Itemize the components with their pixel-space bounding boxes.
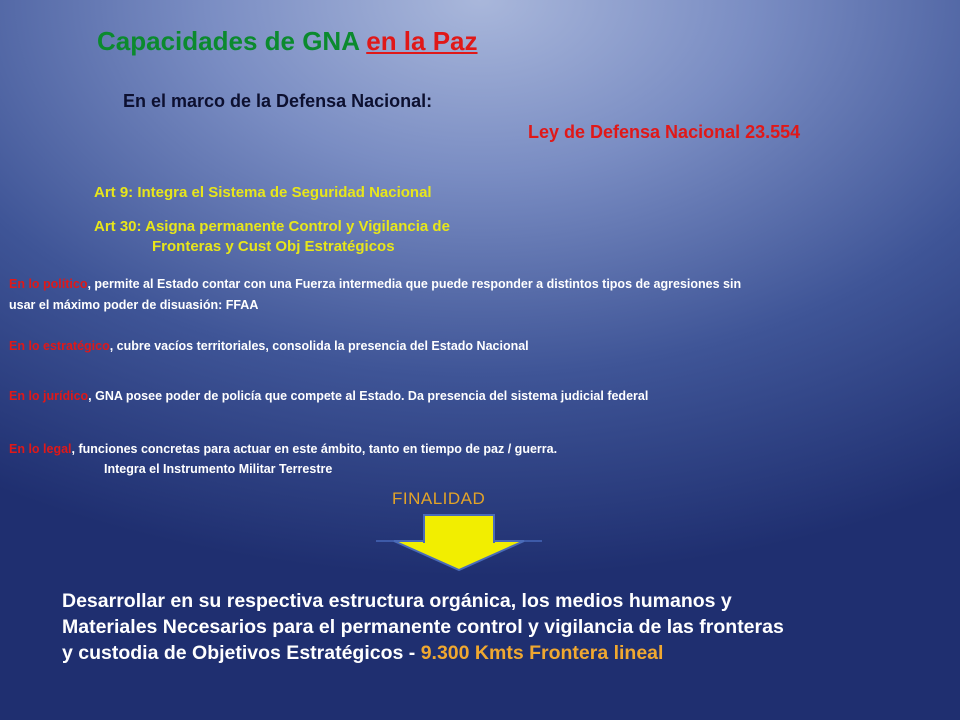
juridico-tag: En lo jurídico (9, 389, 89, 403)
law-reference: Ley de Defensa Nacional 23.554 (528, 122, 801, 142)
paragraph-legal-line1 (9, 442, 557, 456)
conclusion-line2: Materiales Necesarios para el permanente control y vigilancia de las fronteras (62, 616, 784, 638)
subtitle: En el marco de la Defensa Nacional: (123, 91, 433, 111)
article-9: Art 9: Integra el Sistema de Seguridad Nacional (94, 184, 432, 201)
frontier-length: 9.300 Kmts Frontera lineal (420, 642, 664, 664)
estrategico-tag: En lo estratégico (9, 339, 110, 353)
page-title (97, 26, 478, 57)
conclusion-line3 (62, 640, 952, 666)
politico-tag: En lo político (9, 277, 88, 291)
paragraph-estrategico (9, 339, 529, 353)
conclusion-line1: Desarrollar en su respectiva estructura orgánica, los medios humanos y (62, 590, 732, 612)
conclusion-line3-text: y custodia de Objetivos Estratégicos - (62, 642, 421, 664)
article-30-line2: Fronteras y Cust Obj Estratégicos (152, 238, 395, 255)
title-main: Capacidades de GNA (97, 26, 367, 56)
article-30-line1: Art 30: Asigna permanente Control y Vigilancia de (94, 218, 450, 235)
paragraph-legal-line2: Integra el Instrumento Militar Terrestre (104, 462, 333, 476)
politico-text: , permite al Estado contar con una Fuerza intermedia que puede responder a distintos tipos de agresiones sin (87, 277, 742, 291)
legal-text: , funciones concretas para actuar en este ámbito, tanto en tiempo de paz / guerra. (71, 442, 558, 456)
conclusion-text (62, 588, 952, 666)
paragraph-politico-line2: usar el máximo poder de disuasión: FFAA (9, 298, 259, 312)
finalidad-label: FINALIDAD (392, 489, 486, 508)
title-highlight: en la Paz (366, 26, 478, 56)
paragraph-politico-line1 (9, 277, 741, 291)
down-arrow-icon (376, 513, 542, 571)
estrategico-text: , cubre vacíos territoriales, consolida la presencia del Estado Nacional (109, 339, 529, 353)
legal-tag: En lo legal (9, 442, 72, 456)
paragraph-juridico (9, 389, 648, 403)
juridico-text: , GNA posee poder de policía que compete al Estado. Da presencia del sistema judicial federal (88, 389, 649, 403)
